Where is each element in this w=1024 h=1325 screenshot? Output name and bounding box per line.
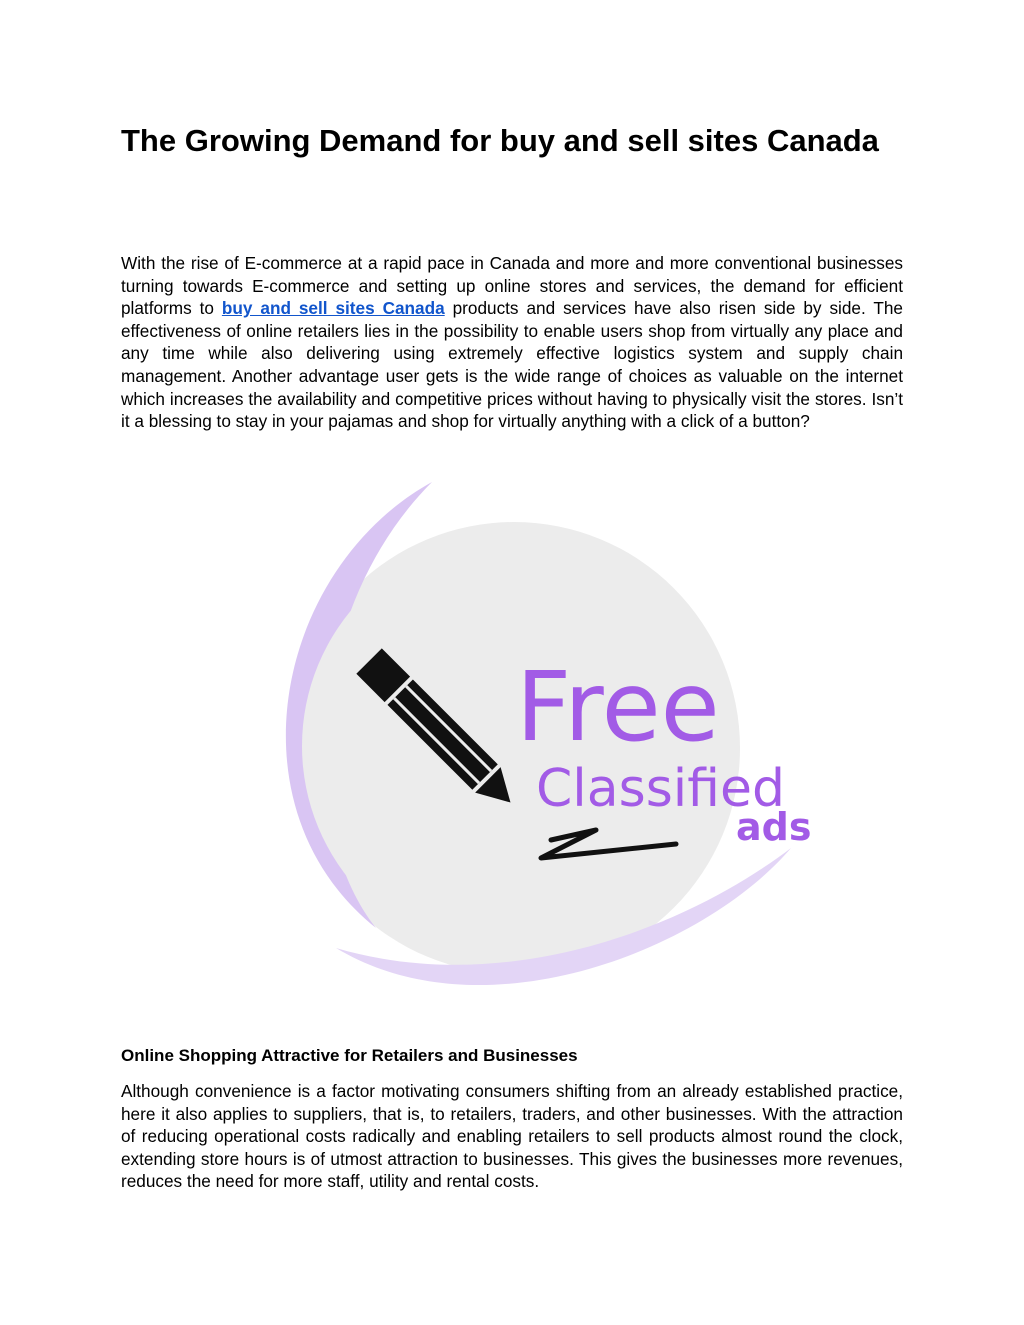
intro-text-after-link: products and services have also risen side by side. The effectiveness of online retailers lies in the possibility to enable users shop from virtually any place and any time while also delivering using extremely effective logistics system and supply chain management. Another advantage user gets is the wide range of choices as valuable on the internet which increases the availability and competitive prices without having to physically visit the stores. Isn’t it a blessing to stay in your pajamas and shop for virtually anything with a click of a button?: [121, 298, 903, 432]
logo-text-free: Free: [516, 651, 720, 763]
logo-text-classified: Classified: [536, 759, 786, 819]
buy-and-sell-sites-canada-link[interactable]: buy and sell sites Canada: [221, 298, 445, 319]
page-title: The Growing Demand for buy and sell sites Canada: [121, 123, 879, 158]
section-heading: Online Shopping Attractive for Retailers and Businesses: [121, 1046, 578, 1065]
intro-paragraph: [121, 252, 903, 433]
intro-text-before-link: With the rise of E-commerce at a rapid pace in Canada and more and more conventional businesses turning towards E-commerce and setting up online stores and services, the demand for efficient platforms to: [121, 253, 903, 319]
free-classified-ads-logo: [236, 478, 812, 988]
logo-text-ads: ads: [736, 805, 812, 849]
section-paragraph: Although convenience is a factor motivating consumers shifting from an already established practice, here it also applies to suppliers, that is, to retailers, traders, and other businesses. With the attraction of reducing operational costs radically and enabling retailers to sell products almost round the clock, extending store hours is of utmost attraction to businesses. This gives the businesses more revenues, reduces the need for more staff, utility and rental costs.: [121, 1081, 903, 1192]
logo-graphic: [236, 478, 812, 988]
document-page: [121, 0, 903, 1325]
